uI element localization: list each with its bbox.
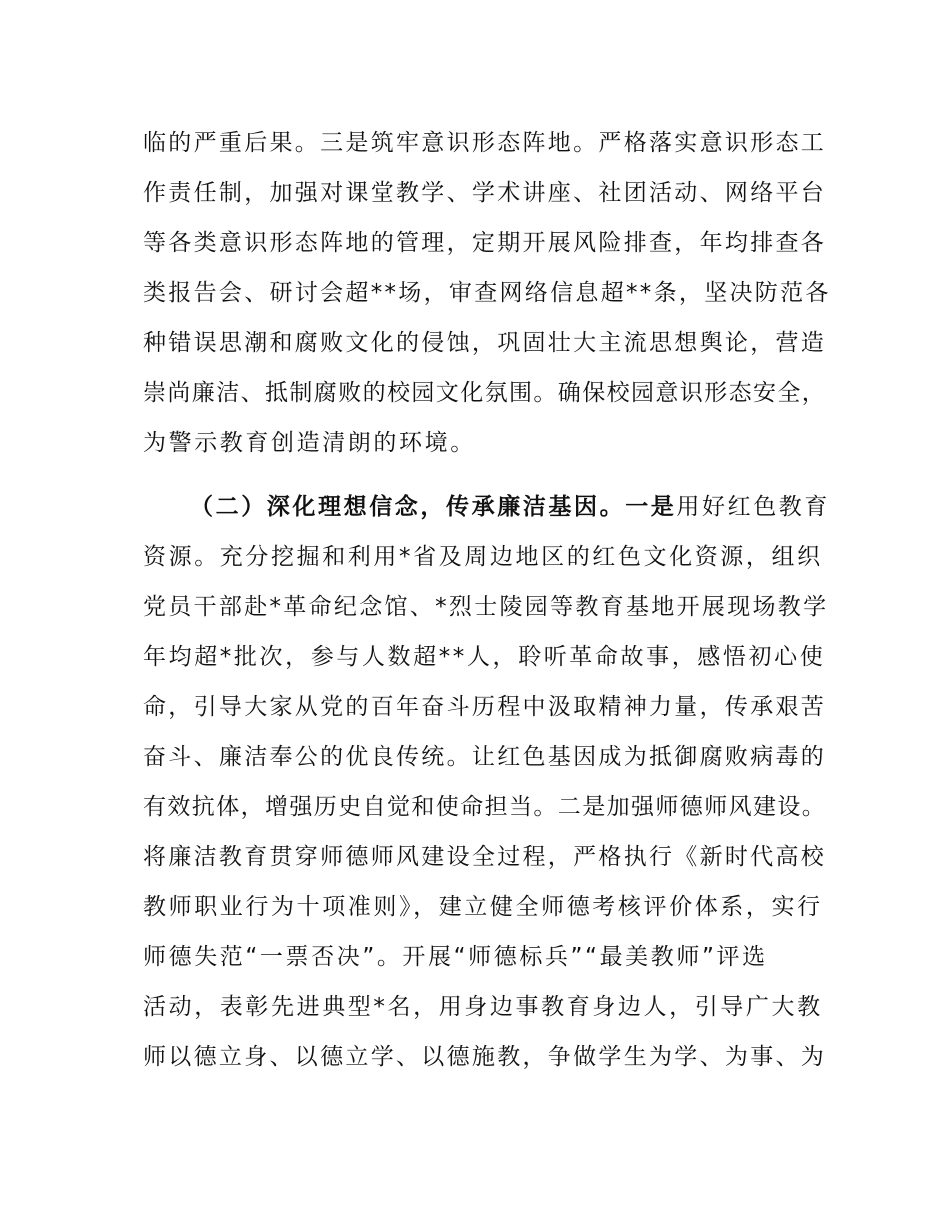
- paragraph-2-line-11: 活动，表彰先进典型*名，用身边事教育身边人，引导广大教: [143, 994, 823, 1020]
- paragraph-1-line-1: 临的严重后果。三是筑牢意识形态阵地。严格落实意识形态工: [143, 130, 827, 156]
- paragraph-2-line-6: 奋斗、廉洁奉公的优良传统。让红色基因成为抵御腐败病毒的: [143, 744, 827, 770]
- paragraph-1-line-2: 作责任制，加强对课堂教学、学术讲座、社团活动、网络平台: [143, 180, 827, 206]
- paragraph-2-line-7: 有效抗体，增强历史自觉和使命担当。二是加强师德师风建设。: [143, 794, 827, 820]
- paragraph-1-line-7: 为警示教育创造清朗的环境。: [143, 430, 476, 456]
- paragraph-2-line-9: 教师职业行为十项准则》，建立健全师德考核评价体系，实行: [143, 894, 823, 920]
- paragraph-2-line-1: [190, 492, 833, 542]
- paragraph-2-line-4: 年均超*批次，参与人数超**人，聆听革命故事，感悟初心使: [143, 644, 826, 670]
- paragraph-1-line-4: 类报告会、研讨会超**场，审查网络信息超**条，坚决防范各: [143, 280, 831, 306]
- paragraph-1-line-5: 种错误思潮和腐败文化的侵蚀，巩固壮大主流思想舆论，营造: [143, 330, 827, 356]
- paragraph-1-line-6: 崇尚廉洁、抵制腐败的校园文化氛围。确保校园意识形态安全，: [143, 380, 827, 406]
- paragraph-1-line-3: 等各类意识形态阵地的管理，定期开展风险排查，年均排查各: [143, 230, 827, 256]
- paragraph-2-line-10: 师德失范“一票否决”。开展“师德标兵”“最美教师”评选: [143, 944, 768, 970]
- paragraph-2-line-1-text: 用好红色教育: [676, 494, 831, 520]
- paragraph-2-line-2: 资源。充分挖掘和利用*省及周边地区的红色文化资源，组织: [143, 544, 823, 570]
- paragraph-2-line-12: 师以德立身、以德立学、以德施教，争做学生为学、为事、为: [143, 1044, 827, 1070]
- paragraph-2-line-8: 将廉洁教育贯穿师德师风建设全过程，严格执行《新时代高校: [143, 844, 827, 870]
- paragraph-2-line-3: 党员干部赴*革命纪念馆、*烈士陵园等教育基地开展现场教学: [143, 594, 829, 620]
- paragraph-2-line-5: 命，引导大家从党的百年奋斗历程中汲取精神力量，传承艰苦: [143, 694, 827, 720]
- section-heading: （二）深化理想信念，传承廉洁基因。一是: [190, 494, 677, 520]
